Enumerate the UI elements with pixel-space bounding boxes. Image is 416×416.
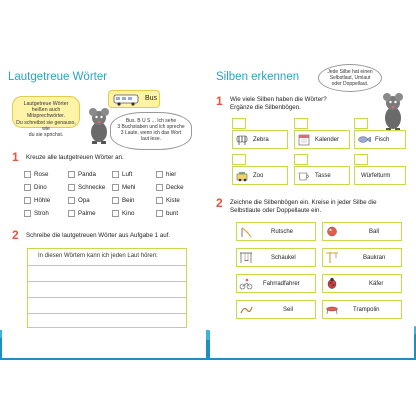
syllable-box[interactable] — [232, 118, 246, 129]
crane-icon — [325, 251, 339, 264]
word-label: Zoo — [253, 173, 264, 179]
word-card-kalender — [294, 130, 350, 149]
page-number-right: 5 — [400, 344, 403, 350]
syllable-box[interactable] — [354, 154, 368, 165]
calendar-icon — [297, 133, 311, 146]
task2-text — [230, 199, 377, 215]
word-item: Kiste — [166, 197, 180, 204]
word-item: Decke — [166, 184, 184, 191]
speech-line: 3 Buchstaben und ich spreche — [117, 124, 185, 130]
left-heading: Lautgetreue Wörter — [8, 71, 108, 83]
info-line: Lautgetreue Wörter — [23, 101, 69, 107]
zoo-icon — [235, 169, 249, 182]
speech-line: Jede Silbe hat einen — [327, 69, 373, 75]
word-label: Baukran — [363, 255, 386, 261]
word-item: Panda — [78, 171, 96, 178]
page-number-left: 4 — [10, 344, 13, 350]
word-label: Kalender — [315, 137, 340, 143]
word-label: Fisch — [375, 137, 390, 143]
writing-line — [28, 297, 186, 298]
word-checkbox[interactable] — [24, 210, 31, 217]
word-checkbox[interactable] — [112, 210, 119, 217]
syllable-box[interactable] — [294, 118, 308, 129]
word-card-schaukel — [236, 248, 316, 267]
task2-line: Zeichne die Silbenbögen ein. Kreise in jeder Silbe die — [230, 199, 377, 206]
word-checkbox[interactable] — [112, 197, 119, 204]
word-label: Käfer — [369, 281, 384, 287]
word-label: Zebra — [253, 137, 269, 143]
word-checkbox[interactable] — [156, 210, 163, 217]
word-checkbox[interactable] — [68, 197, 75, 204]
writing-line — [28, 265, 186, 266]
speech-line: Bus. B U S ... Ich sehe — [125, 118, 177, 124]
word-checkbox[interactable] — [156, 184, 163, 191]
task1-number: 1 — [12, 150, 19, 164]
word-card-kaefer — [322, 274, 402, 293]
word-item: Opa — [78, 197, 90, 204]
word-label: Seil — [283, 307, 294, 313]
word-label: Rutsche — [271, 229, 294, 235]
word-checkbox[interactable] — [156, 171, 163, 178]
word-label: Fahrradfahrer — [263, 281, 300, 287]
task1-number: 1 — [216, 94, 223, 108]
word-checkbox[interactable] — [68, 210, 75, 217]
word-card-baukran — [322, 248, 402, 267]
info-line: du sie sprichst. — [28, 132, 64, 139]
word-card-wuerfelturm — [354, 166, 406, 185]
word-checkbox[interactable] — [112, 171, 119, 178]
word-checkbox[interactable] — [24, 184, 31, 191]
word-card-zebra — [232, 130, 288, 149]
syllable-box[interactable] — [354, 118, 368, 129]
writing-line — [28, 313, 186, 314]
syllable-speech — [318, 64, 382, 92]
word-label: Trampolin — [353, 307, 380, 313]
word-item: Schnecke — [78, 184, 106, 191]
word-item: bunt — [166, 210, 179, 217]
word-item: Bein — [122, 197, 135, 204]
writing-line — [28, 281, 186, 282]
word-card-zoo — [232, 166, 288, 185]
speech-line: oder Doppellaut. — [331, 81, 369, 87]
slide-icon — [239, 225, 253, 238]
task1-line: Ergänze die Silbenbögen. — [230, 104, 301, 111]
word-checkbox[interactable] — [24, 197, 31, 204]
word-card-fisch — [354, 130, 406, 149]
task2-line: Selbstlaute oder Doppellaute ein. — [230, 207, 322, 214]
word-card-ball — [322, 222, 402, 241]
word-label: Würfelturm — [361, 173, 391, 179]
ball-icon — [325, 225, 339, 238]
word-item: Rose — [34, 171, 49, 178]
word-checkbox[interactable] — [24, 171, 31, 178]
word-checkbox[interactable] — [112, 184, 119, 191]
mouse-illustration — [378, 88, 408, 134]
task2-number: 2 — [216, 196, 223, 210]
speech-cloud — [110, 112, 192, 150]
syllable-box[interactable] — [294, 154, 308, 165]
beetle-icon — [325, 277, 339, 290]
task1-text: Kreuze alle lautgetreuen Wörter an. — [26, 154, 124, 161]
right-heading: Silben erkennen — [216, 71, 300, 83]
word-checkbox[interactable] — [68, 171, 75, 178]
rope-icon — [239, 303, 253, 316]
task1-text — [230, 96, 327, 112]
word-item: Stroh — [34, 210, 49, 217]
task2-number: 2 — [12, 228, 19, 242]
word-item: Kino — [122, 210, 135, 217]
speech-line: Selbstlaut, Umlaut — [329, 75, 371, 81]
left-page — [2, 44, 206, 358]
word-checkbox[interactable] — [68, 184, 75, 191]
speech-line: laut lese. — [140, 136, 161, 142]
writing-box-header: In diesen Wörtern kann ich jeden Laut hören: — [38, 253, 158, 259]
word-card-tasse — [294, 166, 350, 185]
info-line: Du schreibst sie genauso, wie — [16, 119, 76, 132]
word-card-trampolin — [322, 300, 402, 319]
cup-icon — [297, 169, 311, 182]
task2-text: Schreibe die lautgetreuen Wörter aus Aufgabe 1 auf. — [26, 232, 171, 239]
word-card-fahrradfahrer — [236, 274, 316, 293]
word-label: Tasse — [315, 173, 331, 179]
info-line: heißen auch Mitsprechwörter. — [26, 107, 66, 120]
speech-line: 3 Laute, wenn ich das Wort — [120, 130, 182, 136]
word-label: Schaukel — [271, 255, 296, 261]
word-card-seil — [236, 300, 316, 319]
zebra-icon — [235, 133, 249, 146]
word-label: Ball — [369, 229, 380, 235]
word-item: hier — [166, 171, 177, 178]
swing-icon — [239, 251, 253, 264]
syllable-box[interactable] — [232, 154, 246, 165]
bus-card — [108, 90, 160, 108]
right-page — [210, 44, 414, 358]
trampoline-icon — [325, 303, 339, 316]
word-card-rutsche — [236, 222, 316, 241]
word-item: Höhle — [34, 197, 51, 204]
word-item: Luft — [122, 171, 133, 178]
fish-icon — [357, 133, 371, 146]
word-item: Palme — [78, 210, 96, 217]
cyclist-icon — [239, 277, 253, 290]
bus-label: Bus — [145, 95, 158, 102]
word-item: Mehl — [122, 184, 136, 191]
bus-icon — [113, 94, 139, 106]
task1-line: Wie viele Silben haben die Wörter? — [230, 96, 327, 103]
info-bubble — [12, 96, 80, 139]
word-checkbox[interactable] — [156, 197, 163, 204]
writing-box[interactable] — [27, 248, 187, 328]
word-item: Dino — [34, 184, 47, 191]
